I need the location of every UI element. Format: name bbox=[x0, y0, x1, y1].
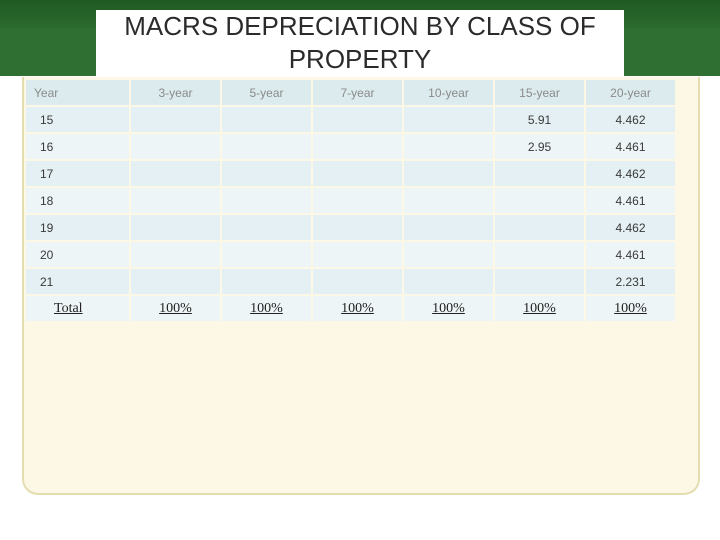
table-cell: 4.461 bbox=[586, 188, 675, 213]
table-cell bbox=[131, 107, 220, 132]
table-cell bbox=[495, 188, 584, 213]
table-cell bbox=[222, 188, 311, 213]
table-cell: 4.462 bbox=[586, 107, 675, 132]
table-row bbox=[26, 242, 675, 267]
year-cell: 20 bbox=[26, 242, 129, 267]
total-cell: 100% bbox=[404, 296, 493, 321]
year-cell: 21 bbox=[26, 269, 129, 294]
table-row bbox=[26, 134, 675, 159]
table-cell: 2.95 bbox=[495, 134, 584, 159]
macrs-table bbox=[24, 78, 677, 323]
table-cell: 4.462 bbox=[586, 161, 675, 186]
table-row bbox=[26, 188, 675, 213]
table-cell bbox=[131, 215, 220, 240]
table-row bbox=[26, 269, 675, 294]
total-cell: 100% bbox=[222, 296, 311, 321]
table-cell bbox=[222, 215, 311, 240]
table-cell bbox=[495, 242, 584, 267]
total-cell: 100% bbox=[131, 296, 220, 321]
column-header-20-year: 20-year bbox=[586, 80, 675, 105]
table-row bbox=[26, 215, 675, 240]
table-cell bbox=[131, 242, 220, 267]
slide-title: MACRS DEPRECIATION BY CLASS OF PROPERTY bbox=[96, 10, 624, 80]
column-header-10-year: 10-year bbox=[404, 80, 493, 105]
table-cell bbox=[222, 107, 311, 132]
year-cell: 19 bbox=[26, 215, 129, 240]
table-cell: 2.231 bbox=[586, 269, 675, 294]
total-label: Total bbox=[26, 296, 129, 321]
year-cell: 15 bbox=[26, 107, 129, 132]
table-row bbox=[26, 107, 675, 132]
table-cell bbox=[404, 107, 493, 132]
year-cell: 18 bbox=[26, 188, 129, 213]
table-cell bbox=[313, 161, 402, 186]
total-row bbox=[26, 296, 675, 321]
table-cell bbox=[131, 188, 220, 213]
table-cell: 5.91 bbox=[495, 107, 584, 132]
column-header-5-year: 5-year bbox=[222, 80, 311, 105]
table-cell bbox=[404, 134, 493, 159]
table-cell bbox=[222, 269, 311, 294]
table-cell bbox=[313, 188, 402, 213]
table-cell bbox=[495, 215, 584, 240]
table-cell bbox=[404, 269, 493, 294]
table-cell bbox=[404, 161, 493, 186]
year-cell: 17 bbox=[26, 161, 129, 186]
table-cell bbox=[313, 107, 402, 132]
table-cell bbox=[404, 188, 493, 213]
total-cell: 100% bbox=[313, 296, 402, 321]
table-cell bbox=[495, 269, 584, 294]
table-row bbox=[26, 161, 675, 186]
table-cell: 4.462 bbox=[586, 215, 675, 240]
table-cell bbox=[404, 215, 493, 240]
table-cell bbox=[404, 242, 493, 267]
table-cell bbox=[222, 134, 311, 159]
table-cell bbox=[131, 269, 220, 294]
column-header-year: Year bbox=[26, 80, 129, 105]
table-cell bbox=[222, 242, 311, 267]
table-cell bbox=[222, 161, 311, 186]
table-cell bbox=[131, 161, 220, 186]
total-cell: 100% bbox=[495, 296, 584, 321]
table-cell bbox=[313, 134, 402, 159]
table-cell bbox=[495, 161, 584, 186]
column-header-15-year: 15-year bbox=[495, 80, 584, 105]
table-cell bbox=[313, 242, 402, 267]
table-cell bbox=[313, 215, 402, 240]
column-header-7-year: 7-year bbox=[313, 80, 402, 105]
year-cell: 16 bbox=[26, 134, 129, 159]
table-cell: 4.461 bbox=[586, 242, 675, 267]
table-cell bbox=[131, 134, 220, 159]
table-header-row bbox=[26, 80, 675, 105]
table-cell bbox=[313, 269, 402, 294]
total-cell: 100% bbox=[586, 296, 675, 321]
column-header-3-year: 3-year bbox=[131, 80, 220, 105]
table-cell: 4.461 bbox=[586, 134, 675, 159]
